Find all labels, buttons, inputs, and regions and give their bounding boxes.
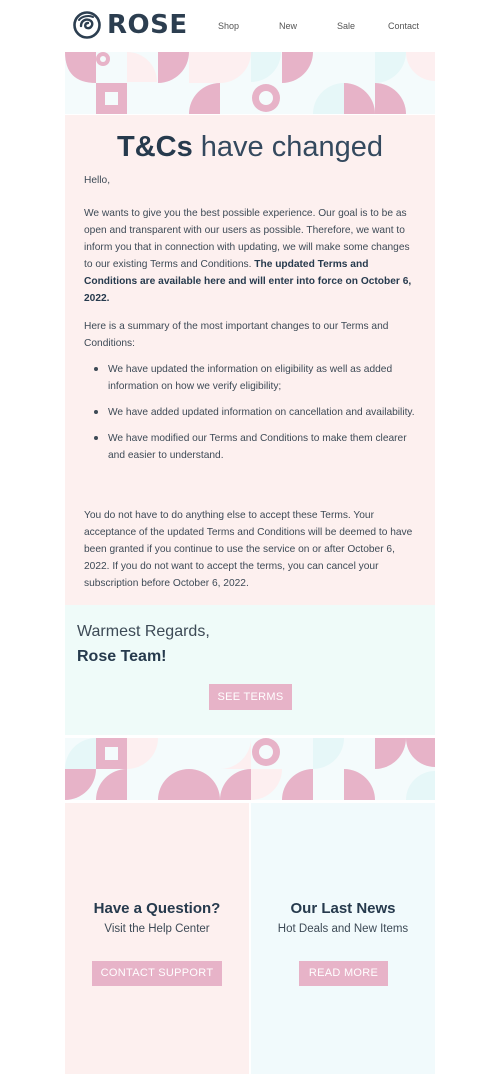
intro-paragraph: [84, 205, 418, 307]
list-item: We have added updated information on cancellation and availability.: [108, 404, 420, 421]
rose-logo-icon: [73, 11, 101, 39]
question-subtitle: Visit the Help Center: [104, 923, 210, 935]
news-subtitle: Hot Deals and New Items: [277, 923, 409, 935]
email-header: [0, 0, 500, 52]
team-name: Rose Team!: [77, 648, 167, 665]
see-terms-button[interactable]: SEE TERMS: [209, 684, 292, 710]
bottom-decorative-pattern: [65, 738, 435, 800]
intro-bold-text: The updated Terms and Conditions are available here and will enter into force on October 6, 2022.: [84, 259, 412, 304]
news-column: [251, 803, 435, 1074]
title-regular-part: have changed: [192, 131, 383, 163]
geometric-pattern-graphic: [65, 738, 435, 800]
nav-link-contact[interactable]: Contact: [388, 21, 420, 31]
intro-text: We wants to give you the best possible experience. Our goal is to be as open and transparent with our users as possible. Therefore, we want to inform you that in connection with updating, we will make some changes to our existing Terms and Conditions.: [84, 208, 410, 270]
brand-logo[interactable]: [73, 10, 188, 40]
news-heading: Our Last News: [290, 900, 396, 917]
summary-paragraph: Here is a summary of the most important changes to our Terms and Conditions:: [84, 321, 389, 349]
list-item: We have modified our Terms and Conditions to make them clearer and easier to understand.: [108, 430, 420, 464]
help-center-column: [65, 803, 249, 1074]
regards-text: Warmest Regards,: [77, 623, 210, 640]
list-item: We have updated the information on eligibility as well as added information on how we verify eligibility;: [108, 361, 420, 395]
nav-link-shop[interactable]: Shop: [218, 21, 240, 31]
greeting-text: Hello,: [84, 175, 111, 186]
top-decorative-pattern: [65, 52, 435, 114]
signoff-card: [65, 605, 435, 735]
changes-list: [108, 361, 420, 473]
geometric-pattern-graphic: [65, 52, 435, 114]
nav-link-sale[interactable]: Sale: [337, 21, 356, 31]
acceptance-paragraph: You do not have to do anything else to accept these Terms. Your acceptance of the updated Terms and Conditions will be deemed to have been granted if you continue to use the service on or after October 6, 2022. If you do not want to accept the terms, you can cancel your subscription before October 6, 2022.: [84, 510, 413, 589]
contact-support-button[interactable]: CONTACT SUPPORT: [92, 961, 222, 986]
brand-name: ROSE: [107, 10, 188, 40]
read-more-button[interactable]: READ MORE: [299, 961, 388, 986]
terms-content-card: [65, 115, 435, 605]
question-heading: Have a Question?: [93, 900, 221, 917]
title-bold-part: T&Cs: [116, 131, 193, 163]
nav-link-new[interactable]: New: [279, 21, 298, 31]
page-title: [65, 131, 435, 164]
